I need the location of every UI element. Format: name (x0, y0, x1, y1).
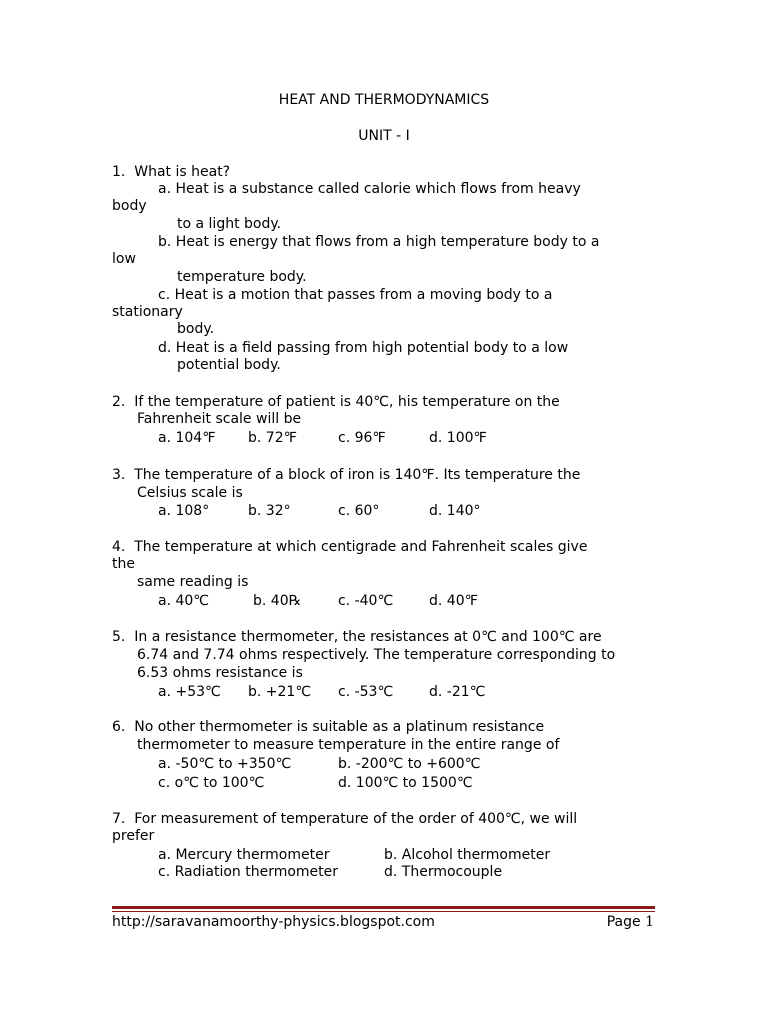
unit-heading: UNIT - I (358, 128, 410, 144)
q1-option-a: a. Heat is a substance called calorie which flows from heavy (158, 181, 581, 197)
q2-option-a: a. 104℉ (158, 430, 216, 446)
q7-option-d: d. Thermocouple (384, 864, 503, 880)
q2-option-d: d. 100℉ (429, 430, 487, 446)
page-label: Page (606, 914, 646, 930)
q6-option-a: a. -50℃ to +350℃ (158, 756, 292, 772)
q1-option-c-wrap: stationary (112, 304, 183, 320)
q7-option-c: c. Radiation thermometer (158, 864, 339, 880)
q3-option-c: c. 60° (338, 503, 380, 519)
q5-option-a: a. +53℃ (158, 684, 221, 700)
q6-stem: 6. No other thermometer is suitable as a platinum resistance (112, 719, 545, 735)
q4-option-c: c. -40℃ (338, 593, 394, 609)
q2-stem-cont: Fahrenheit scale will be (137, 411, 302, 427)
q5-stem: 5. In a resistance thermometer, the resistances at 0℃ and 100℃ are (112, 629, 602, 645)
q4-option-d: d. 40℉ (429, 593, 478, 609)
q1-option-c-cont: body. (177, 321, 215, 337)
q1-option-a-wrap: body (112, 198, 147, 214)
q2-option-c: c. 96℉ (338, 430, 386, 446)
document-title: HEAT AND THERMODYNAMICS (278, 92, 490, 108)
q5-option-c: c. -53℃ (338, 684, 394, 700)
q3-option-d: d. 140° (429, 503, 481, 519)
q1-option-b-cont: temperature body. (177, 269, 307, 285)
q3-stem-cont: Celsius scale is (137, 485, 243, 501)
q1-stem: 1. What is heat? (112, 164, 231, 180)
q7-stem: 7. For measurement of temperature of the order of 400℃, we will (112, 811, 578, 827)
footer-blog-link[interactable]: http://saravanamoorthy-physics.blogspot.com (112, 914, 435, 930)
q4-option-b: b. 40℞ (253, 593, 302, 609)
q2-stem: 2. If the temperature of patient is 40℃, his temperature on the (112, 394, 560, 410)
q7-stem-wrap: prefer (112, 828, 155, 844)
q3-stem: 3. The temperature of a block of iron is 140℉. Its temperature the (112, 467, 581, 483)
q1-option-d-cont: potential body. (177, 357, 281, 373)
q6-option-c: c. o℃ to 100℃ (158, 775, 265, 791)
q6-option-b: b. -200℃ to +600℃ (338, 756, 481, 772)
footer-rule-thin (112, 911, 655, 912)
q5-stem-cont2: 6.53 ohms resistance is (137, 665, 303, 681)
q1-option-c: c. Heat is a motion that passes from a moving body to a (158, 287, 553, 303)
q7-option-b: b. Alcohol thermometer (384, 847, 551, 863)
q1-option-b: b. Heat is energy that flows from a high temperature body to a (158, 234, 600, 250)
q4-stem-wrap: the (112, 556, 135, 572)
q4-stem-cont: same reading is (137, 574, 249, 590)
q1-option-b-wrap: low (112, 251, 136, 267)
q7-option-a: a. Mercury thermometer (158, 847, 330, 863)
q5-option-b: b. +21℃ (248, 684, 312, 700)
q3-option-b: b. 32° (248, 503, 291, 519)
q5-stem-cont: 6.74 and 7.74 ohms respectively. The temperature corresponding to (137, 647, 616, 663)
q4-option-a: a. 40℃ (158, 593, 210, 609)
q3-option-a: a. 108° (158, 503, 210, 519)
q1-option-a-cont: to a light body. (177, 216, 282, 232)
q2-option-b: b. 72℉ (248, 430, 297, 446)
q1-option-d: d. Heat is a field passing from high potential body to a low (158, 340, 569, 356)
q6-option-d: d. 100℃ to 1500℃ (338, 775, 473, 791)
page-number: 1 (645, 914, 654, 930)
page-indicator (607, 914, 654, 930)
q4-stem: 4. The temperature at which centigrade and Fahrenheit scales give (112, 539, 588, 555)
footer-rule-thick (112, 906, 655, 909)
q6-stem-cont: thermometer to measure temperature in the entire range of (137, 737, 560, 753)
q5-option-d: d. -21℃ (429, 684, 486, 700)
